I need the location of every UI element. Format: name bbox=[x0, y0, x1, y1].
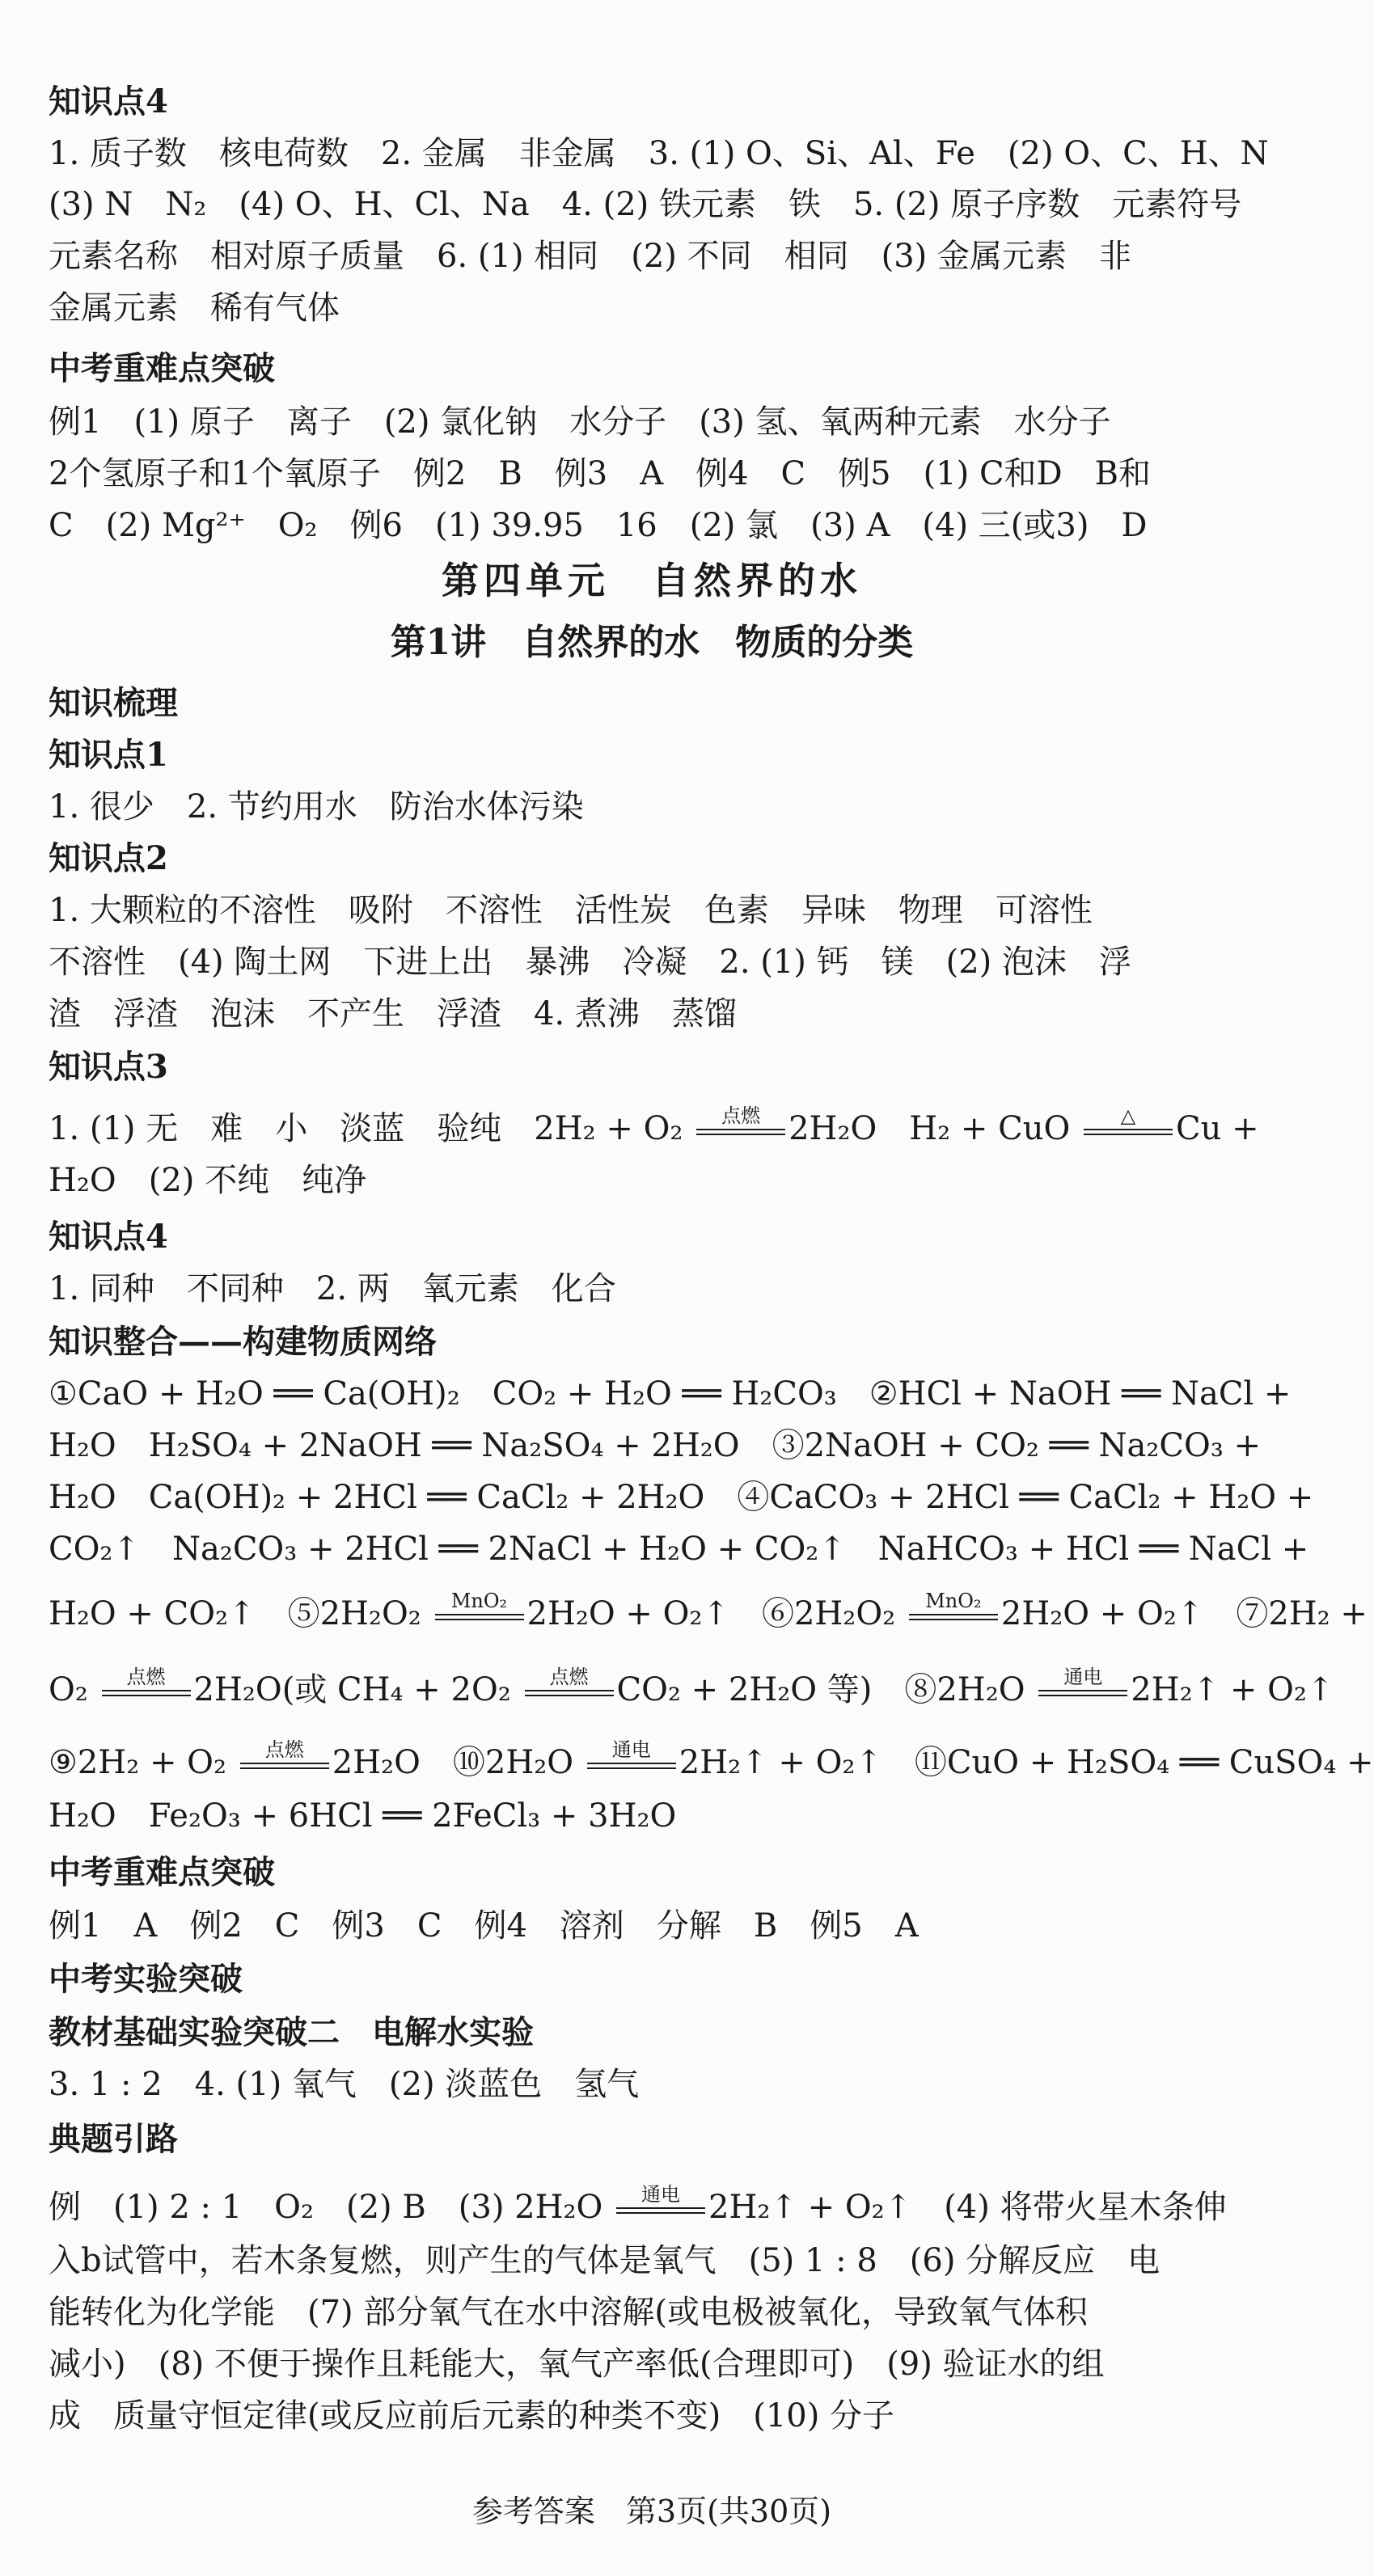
equals-bar bbox=[587, 1763, 676, 1769]
text-segment: 2H₂O(或 CH₄ + 2O₂ bbox=[193, 1671, 522, 1708]
text-line: 3. 1 : 2 4. (1) 氧气 (2) 淡蓝色 氢气 bbox=[49, 2066, 640, 2103]
text-line: 例1 A 例2 C 例3 C 例4 溶剂 分解 B 例5 A bbox=[49, 1907, 919, 1945]
text-line: H₂O (2) 不纯 纯净 bbox=[49, 1162, 367, 1199]
condition-label: 点燃 bbox=[721, 1104, 761, 1127]
condition-label: 通电 bbox=[1063, 1666, 1103, 1688]
text-segment: O₂ bbox=[49, 1671, 99, 1708]
equals-bar bbox=[102, 1690, 191, 1696]
text-line: 入b试管中，若木条复燃，则产生的气体是氧气 (5) 1 : 8 (6) 分解反应 电 bbox=[49, 2242, 1161, 2279]
text-line: 2个氢原子和1个氧原子 例2 B 例3 A 例4 C 例5 (1) C和D B和 bbox=[49, 455, 1152, 492]
equation-line: H₂O Fe₂O₃ + 6HCl ══ 2FeCl₃ + 3H₂O bbox=[49, 1797, 677, 1835]
equation-line: H₂O H₂SO₄ + 2NaOH ══ Na₂SO₄ + 2H₂O ③2NaOH + CO₂ ══ Na₂CO₃ + bbox=[49, 1427, 1262, 1464]
text-segment: 2H₂O ⑩2H₂O bbox=[332, 1744, 584, 1781]
equals-bar bbox=[616, 2207, 705, 2214]
text-line: 成 质量守恒定律(或反应前后元素的种类不变) (10) 分子 bbox=[49, 2397, 895, 2435]
page-footer: 参考答案 第3页(共30页) bbox=[471, 2494, 832, 2529]
section-heading: 中考重难点突破 bbox=[49, 1853, 275, 1891]
section-heading: 知识点4 bbox=[49, 1218, 168, 1256]
equation-line bbox=[49, 1590, 1368, 1638]
equation-line: H₂O Ca(OH)₂ + 2HCl ══ CaCl₂ + 2H₂O ④CaCO₃ + 2HCl ══ CaCl₂ + H₂O + bbox=[49, 1479, 1314, 1516]
text-segment: 2H₂↑ + O₂↑ (4) 将带火星木条伸 bbox=[708, 2189, 1227, 2226]
section-heading: 中考重难点突破 bbox=[49, 349, 275, 387]
equals-bar bbox=[909, 1614, 998, 1620]
section-heading: 知识点2 bbox=[49, 839, 168, 877]
equation-line: ①CaO + H₂O ══ Ca(OH)₂ CO₂ + H₂O ══ H₂CO₃ ②HCl + NaOH ══ NaCl + bbox=[49, 1375, 1292, 1413]
condition-label: 通电 bbox=[641, 2183, 681, 2206]
condition-label: △ bbox=[1120, 1104, 1136, 1127]
condition-arrow bbox=[1038, 1666, 1127, 1714]
text-line: C (2) Mg²⁺ O₂ 例6 (1) 39.95 16 (2) 氯 (3) A (4) 三(或3) D bbox=[49, 507, 1148, 544]
section-heading: 教材基础实验突破二 电解水实验 bbox=[49, 2013, 534, 2051]
text-line: 1. 很少 2. 节约用水 防治水体污染 bbox=[49, 788, 584, 826]
text-line: (3) N N₂ (4) O、H、Cl、Na 4. (2) 铁元素 铁 5. (2) 原子序数 元素符号 bbox=[49, 186, 1242, 223]
condition-arrow bbox=[435, 1590, 524, 1638]
text-line: 例1 (1) 原子 离子 (2) 氯化钠 水分子 (3) 氢、氧两种元素 水分子 bbox=[49, 403, 1111, 441]
condition-arrow bbox=[587, 1738, 676, 1787]
equation-line bbox=[49, 2183, 1258, 2232]
equals-bar bbox=[240, 1763, 329, 1769]
text-segment: 2H₂↑ + O₂↑ bbox=[1131, 1671, 1334, 1708]
equation-line: CO₂↑ Na₂CO₃ + 2HCl ══ 2NaCl + H₂O + CO₂↑ NaHCO₃ + HCl ══ NaCl + bbox=[49, 1531, 1309, 1568]
condition-label: 通电 bbox=[611, 1738, 651, 1761]
section-heading: 典题引路 bbox=[49, 2120, 178, 2158]
condition-arrow bbox=[1084, 1104, 1173, 1153]
condition-arrow bbox=[696, 1104, 785, 1153]
text-segment: 2H₂O + O₂↑ ⑦2H₂ + bbox=[1000, 1595, 1368, 1632]
text-line: 1. 大颗粒的不溶性 吸附 不溶性 活性炭 色素 异味 物理 可溶性 bbox=[49, 892, 1093, 929]
condition-arrow bbox=[909, 1590, 998, 1638]
condition-arrow bbox=[525, 1666, 614, 1714]
equals-bar bbox=[1038, 1690, 1127, 1696]
equals-bar bbox=[1084, 1129, 1173, 1135]
text-segment: ⑨2H₂ + O₂ bbox=[49, 1744, 237, 1781]
section-heading: 知识梳理 bbox=[49, 684, 178, 722]
condition-label: 点燃 bbox=[549, 1666, 589, 1688]
text-line: 减小) (8) 不便于操作且耗能大，氧气产率低(合理即可) (9) 验证水的组 bbox=[49, 2346, 1105, 2383]
text-line: 渣 浮渣 泡沫 不产生 浮渣 4. 煮沸 蒸馏 bbox=[49, 995, 737, 1033]
condition-label: MnO₂ bbox=[450, 1590, 508, 1612]
text-line: 1. 同种 不同种 2. 两 氧元素 化合 bbox=[49, 1270, 616, 1307]
condition-arrow bbox=[616, 2183, 705, 2232]
condition-arrow bbox=[102, 1666, 191, 1714]
text-line: 元素名称 相对原子质量 6. (1) 相同 (2) 不同 相同 (3) 金属元素 非 bbox=[49, 238, 1132, 275]
lecture-title: 第1讲 自然界的水 物质的分类 bbox=[390, 622, 914, 663]
section-heading: 知识点1 bbox=[49, 736, 168, 774]
condition-label: 点燃 bbox=[126, 1666, 166, 1688]
unit-title: 第四单元 自然界的水 bbox=[442, 559, 862, 602]
condition-label: 点燃 bbox=[264, 1738, 304, 1761]
text-line: 金属元素 稀有气体 bbox=[49, 289, 340, 327]
text-segment: 1. (1) 无 难 小 淡蓝 验纯 2H₂ + O₂ bbox=[49, 1110, 694, 1147]
text-segment: CO₂ + 2H₂O 等) ⑧2H₂O bbox=[616, 1671, 1036, 1708]
condition-arrow bbox=[240, 1738, 329, 1787]
equals-bar bbox=[696, 1129, 785, 1135]
equation-line bbox=[49, 1666, 1334, 1714]
text-line: 1. 质子数 核电荷数 2. 金属 非金属 3. (1) O、Si、Al、Fe (2) O、C、H、N bbox=[49, 135, 1269, 172]
text-line: 能转化为化学能 (7) 部分氧气在水中溶解(或电极被氧化，导致氧气体积 bbox=[49, 2294, 1088, 2331]
text-segment: 例 (1) 2 : 1 O₂ (2) B (3) 2H₂O bbox=[49, 2189, 614, 2226]
equals-bar bbox=[435, 1614, 524, 1620]
text-segment: 2H₂↑ + O₂↑ ⑪CuO + H₂SO₄ ══ CuSO₄ + bbox=[679, 1744, 1374, 1781]
text-segment: 2H₂O H₂ + CuO bbox=[788, 1110, 1081, 1147]
text-segment: H₂O + CO₂↑ ⑤2H₂O₂ bbox=[49, 1595, 432, 1632]
section-heading: 知识整合——构建物质网络 bbox=[49, 1323, 437, 1361]
section-heading: 知识点4 bbox=[49, 82, 168, 120]
condition-label: MnO₂ bbox=[925, 1590, 982, 1612]
section-heading: 知识点3 bbox=[49, 1048, 168, 1086]
text-segment: Cu + bbox=[1176, 1110, 1259, 1147]
section-heading: 中考实验突破 bbox=[49, 1960, 243, 1998]
equals-bar bbox=[525, 1690, 614, 1696]
equation-line bbox=[49, 1738, 1374, 1787]
text-segment: 2H₂O + O₂↑ ⑥2H₂O₂ bbox=[526, 1595, 906, 1632]
equation-line bbox=[49, 1104, 1258, 1153]
text-line: 不溶性 (4) 陶土网 下进上出 暴沸 冷凝 2. (1) 钙 镁 (2) 泡沫 浮 bbox=[49, 944, 1132, 981]
